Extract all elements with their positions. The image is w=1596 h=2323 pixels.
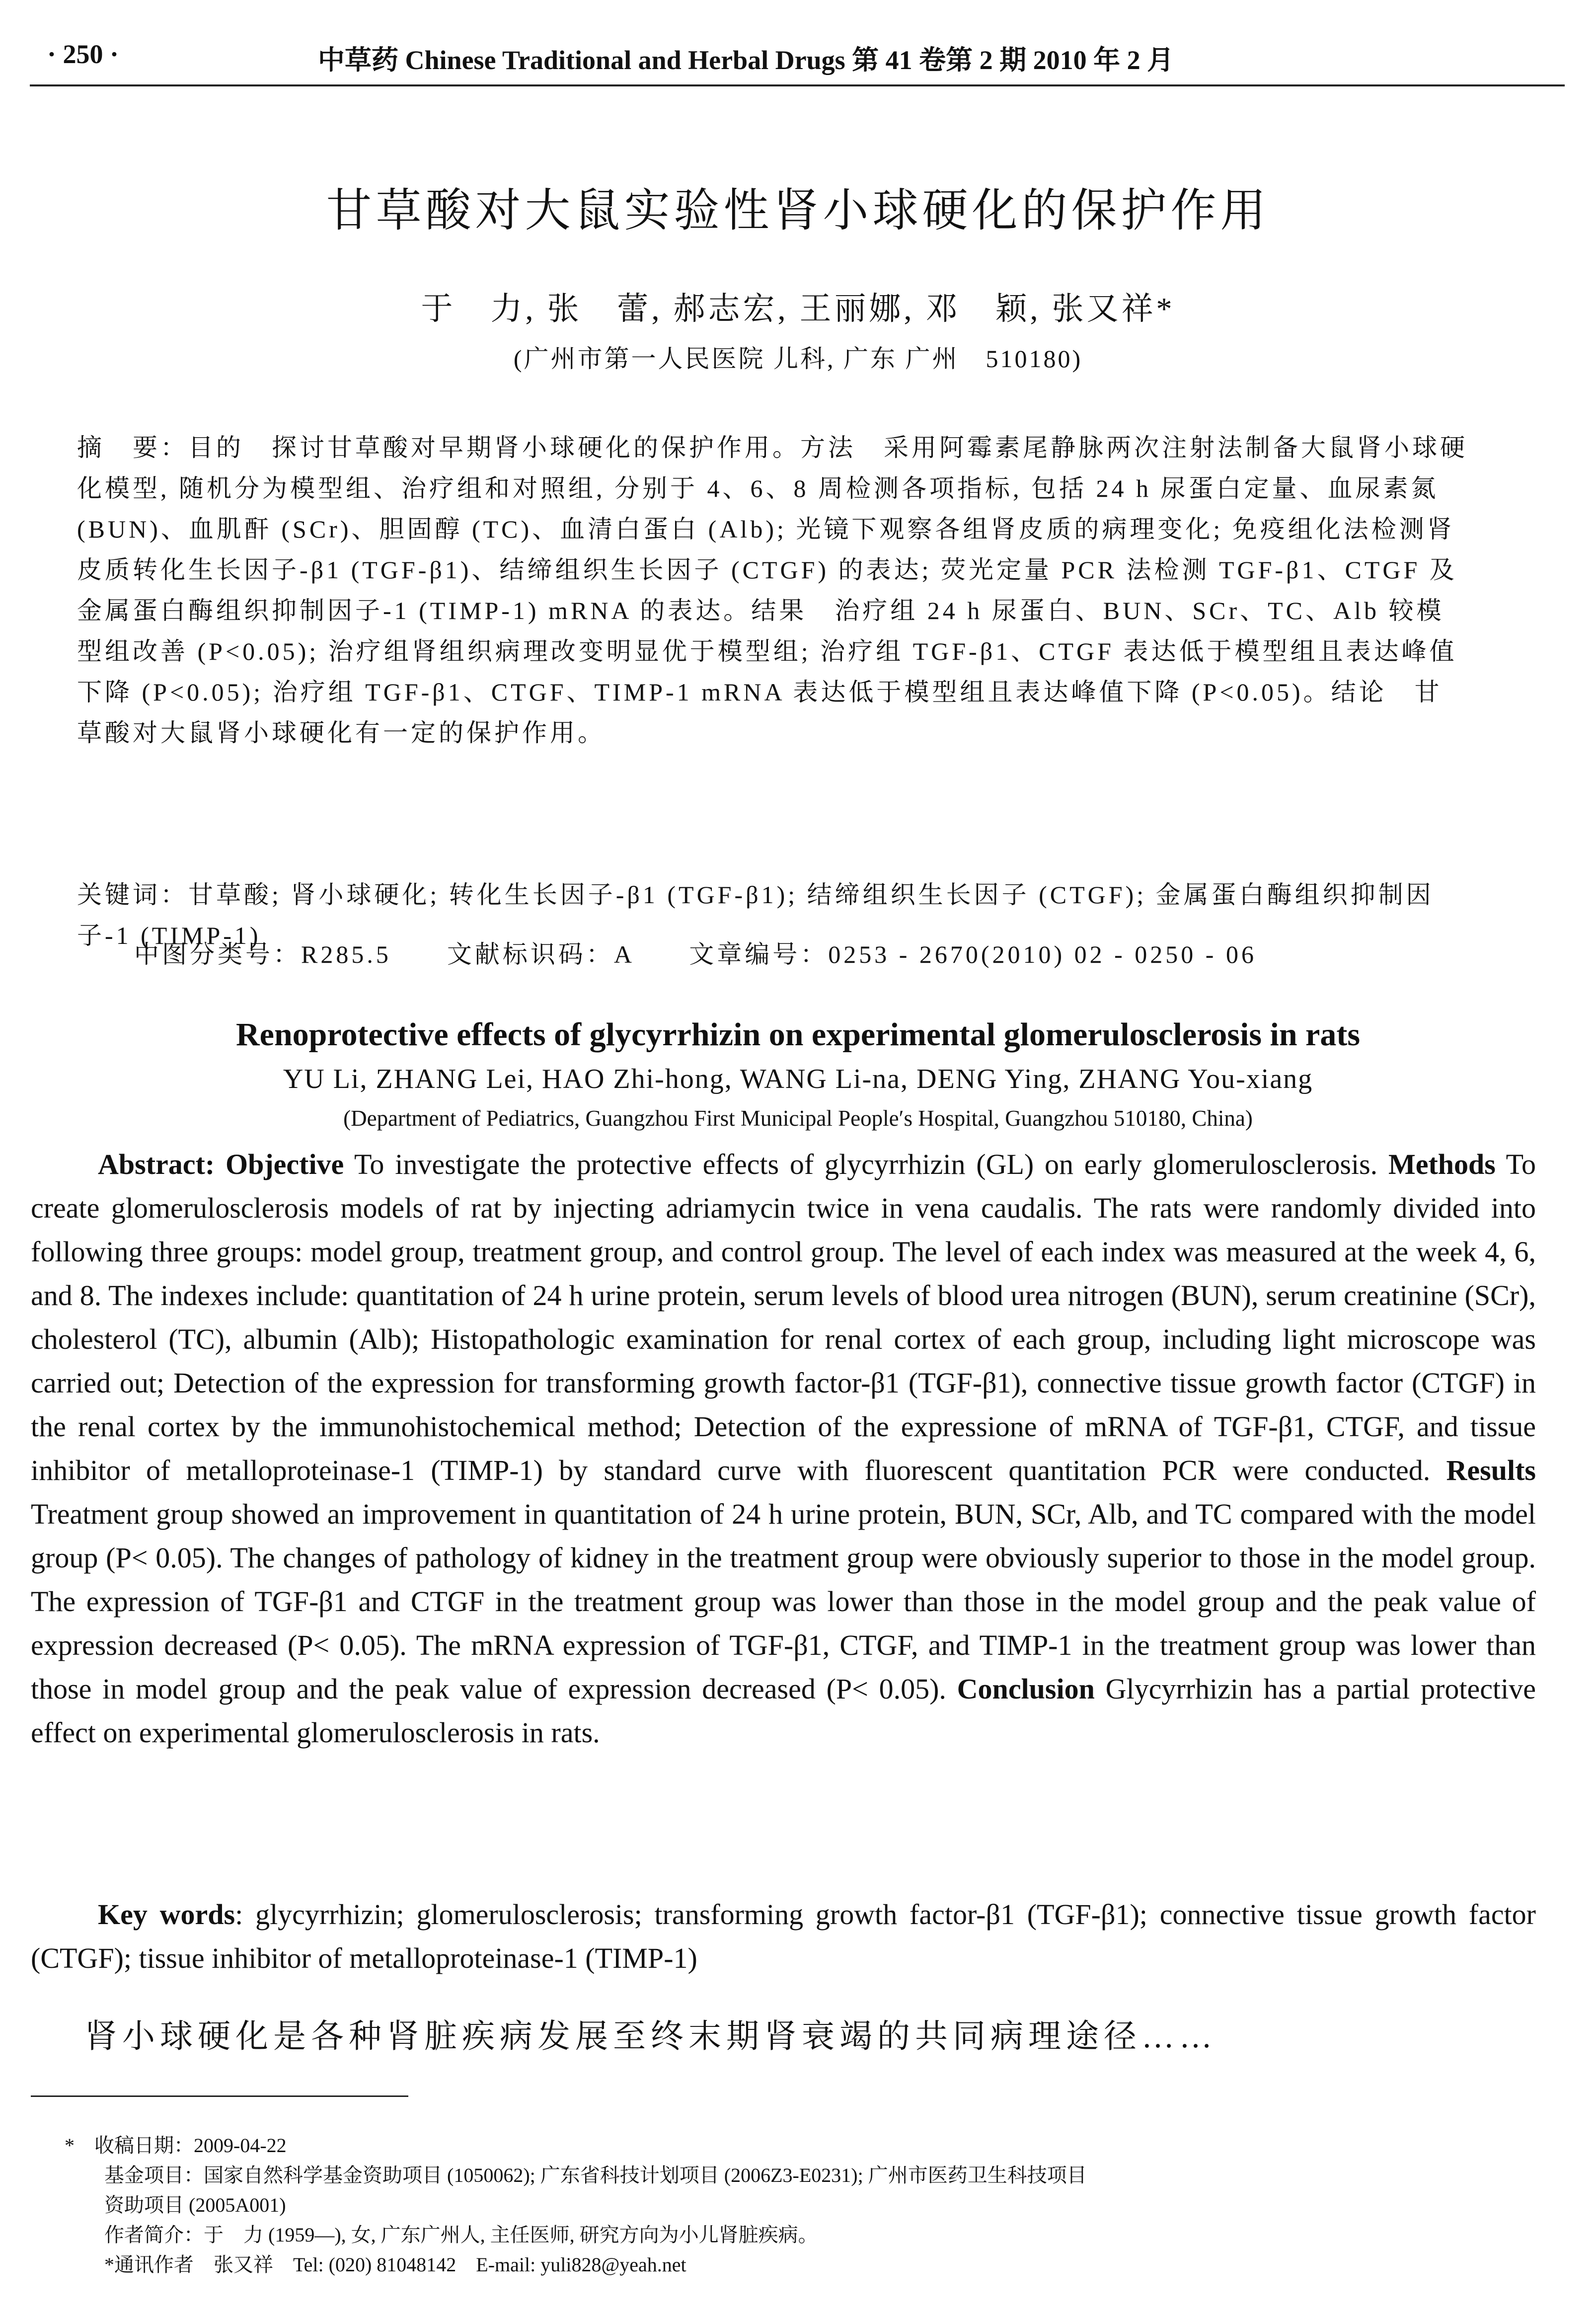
page-number: · 250 · [47, 39, 119, 69]
header-rule [30, 84, 1565, 86]
english-keywords [31, 1893, 1536, 1980]
chinese-keywords: 关键词：甘草酸; 肾小球硬化; 转化生长因子-β1 (TGF-β1); 结缔组织生长因子 (CTGF); 金属蛋白酶组织抑制因子-1 (TIMP-1) [77, 881, 1434, 949]
keywords-text: : glycyrrhizin; glomerulosclerosis; transforming growth factor-β1 (TGF-β1); connective tissue growth factor (CTGF); tissue inhibitor of metalloproteinase-1 (TIMP-1) [31, 1898, 1536, 1974]
footnote-funding: 基金项目：国家自然科学基金资助项目 (1050062); 广东省科技计划项目 (2006Z3-E0231); 广州市医药卫生科技项目 [104, 2164, 1087, 2186]
methods-text: To create glomerulosclerosis models of rat by injecting adriamycin twice in vena caudalis. The rats were randomly divided into following three groups: model group, treatment group, and control group. The level of each index was measured at the week 4, 6, and 8. The indexes include: quantitation of 24 h urine protein, serum levels of blood urea nitrogen (BUN), serum creatinine (SCr), cholesterol (TC), albumin (Alb); Histopathologic examination for renal cortex of each group, including light microscope was carried out; Detection of the expression for transforming growth factor-β1 (TGF-β1), connective tissue growth factor (CTGF) in the renal cortex by the immunohistochemical method; Detection of the expressione of mRNA of TGF-β1, CTGF, and tissue inhibitor of metalloproteinase-1 (TIMP-1) by standard curve with fluorescent quantitation PCR were conducted. [31, 1148, 1536, 1486]
footnote-contact: *通讯作者 张又祥 Tel: (020) 81048142 E-mail: yuli828@yeah.net [104, 2253, 686, 2276]
objective-text: To investigate the protective effects of glycyrrhizin (GL) on early glomerulosclerosis. [344, 1148, 1388, 1180]
results-text: Treatment group showed an improvement in quantitation of 24 h urine protein, BUN, SCr, Alb, and TC compared with the model group (P< 0.05). The changes of pathology of kidney in the treatment group were obviously superior to those in the model group. The expression of TGF-β1 and CTGF in the treatment group was lower than those in the model group and the peak value of expression decreased (P< 0.05). The mRNA expression of TGF-β1, CTGF, and TIMP-1 in the treatment group was lower than those in model group and the peak value of expression decreased (P< 0.05). [31, 1498, 1536, 1705]
footnote-received-date: * 收稿日期：2009-04-22 [65, 2134, 287, 2157]
chinese-abstract: 摘 要：目的 探讨甘草酸对早期肾小球硬化的保护作用。方法 采用阿霉素尾静脉两次注射法制备大鼠肾小球硬化模型, 随机分为模型组、治疗组和对照组, 分别于 4、6、8 周检测各项指标, 包括 24 h 尿蛋白定量、血尿素氮 (BUN)、血肌酐 (SCr)、胆固醇 (TC)、血清白蛋白 (Alb); 光镜下观察各组肾皮质的病理变化; 免疫组化法检测肾皮质转化生长因子-β1 (TGF-β1)、结缔组织生长因子 (CTGF) 的表达; 荧光定量 PCR 法检测 TGF-β1、CTGF 及金属蛋白酶组织抑制因子-1 (TIMP-1) mRNA 的表达。结果 治疗组 24 h 尿蛋白、BUN、SCr、TC、Alb 较模型组改善 (P<0.05); 治疗组肾组织病理改变明显优于模型组; 治疗组 TGF-β1、CTGF 表达低于模型组且表达峰值下降 (P<0.05); 治疗组 TGF-β1、CTGF、TIMP-1 mRNA 表达低于模型组且表达峰值下降 (P<0.05)。结论 甘草酸对大鼠肾小球硬化有一定的保护作用。 [77, 434, 1468, 747]
footnote-funding-cont: 资助项目 (2005A001) [104, 2194, 286, 2216]
footnote-author-bio: 作者简介：于 力 (1959—), 女, 广东广州人, 主任医师, 研究方向为小儿肾脏疾病。 [104, 2224, 818, 2246]
abstract-label: Abstract: [98, 1148, 215, 1180]
running-header [0, 0, 1596, 87]
body-text-first-line: 肾小球硬化是各种肾脏疾病发展至终末期肾衰竭的共同病理途径…… [84, 2018, 1217, 2055]
chinese-title: 甘草酸对大鼠实验性肾小球硬化的保护作用 [326, 185, 1270, 236]
english-affiliation: (Department of Pediatrics, Guangzhou First Municipal People′s Hospital, Guangzhou 510180, China) [343, 1106, 1253, 1131]
results-label: Results [1446, 1454, 1536, 1486]
journal-citation: 中草药 Chinese Traditional and Herbal Drugs 第 41 卷第 2 期 2010 年 2 月 [318, 45, 1174, 75]
conclusion-text: Glycyrrhizin has a partial protective effect on experimental glomerulosclerosis in rats. [31, 1673, 1536, 1749]
english-abstract [31, 1143, 1536, 1755]
methods-label: Methods [1388, 1148, 1496, 1180]
conclusion-label: Conclusion [957, 1673, 1095, 1705]
chinese-authors: 于 力, 张 蕾, 郝志宏, 王丽娜, 邓 颖, 张又祥* [421, 291, 1175, 326]
objective-label: Objective [225, 1148, 344, 1180]
classification-line: 中图分类号：R285.5 文献标识码：A 文章编号：0253 - 2670(2010) 02 - 0250 - 06 [134, 940, 1257, 968]
keywords-label: Key words [98, 1898, 235, 1931]
english-title: Renoprotective effects of glycyrrhizin on experimental glomerulosclerosis in rats [235, 1016, 1360, 1053]
english-authors: YU Li, ZHANG Lei, HAO Zhi-hong, WANG Li-na, DENG Ying, ZHANG You-xiang [283, 1064, 1313, 1094]
chinese-affiliation: (广州市第一人民医院 儿科, 广东 广州 510180) [513, 345, 1083, 373]
footnote-rule [31, 2095, 408, 2097]
